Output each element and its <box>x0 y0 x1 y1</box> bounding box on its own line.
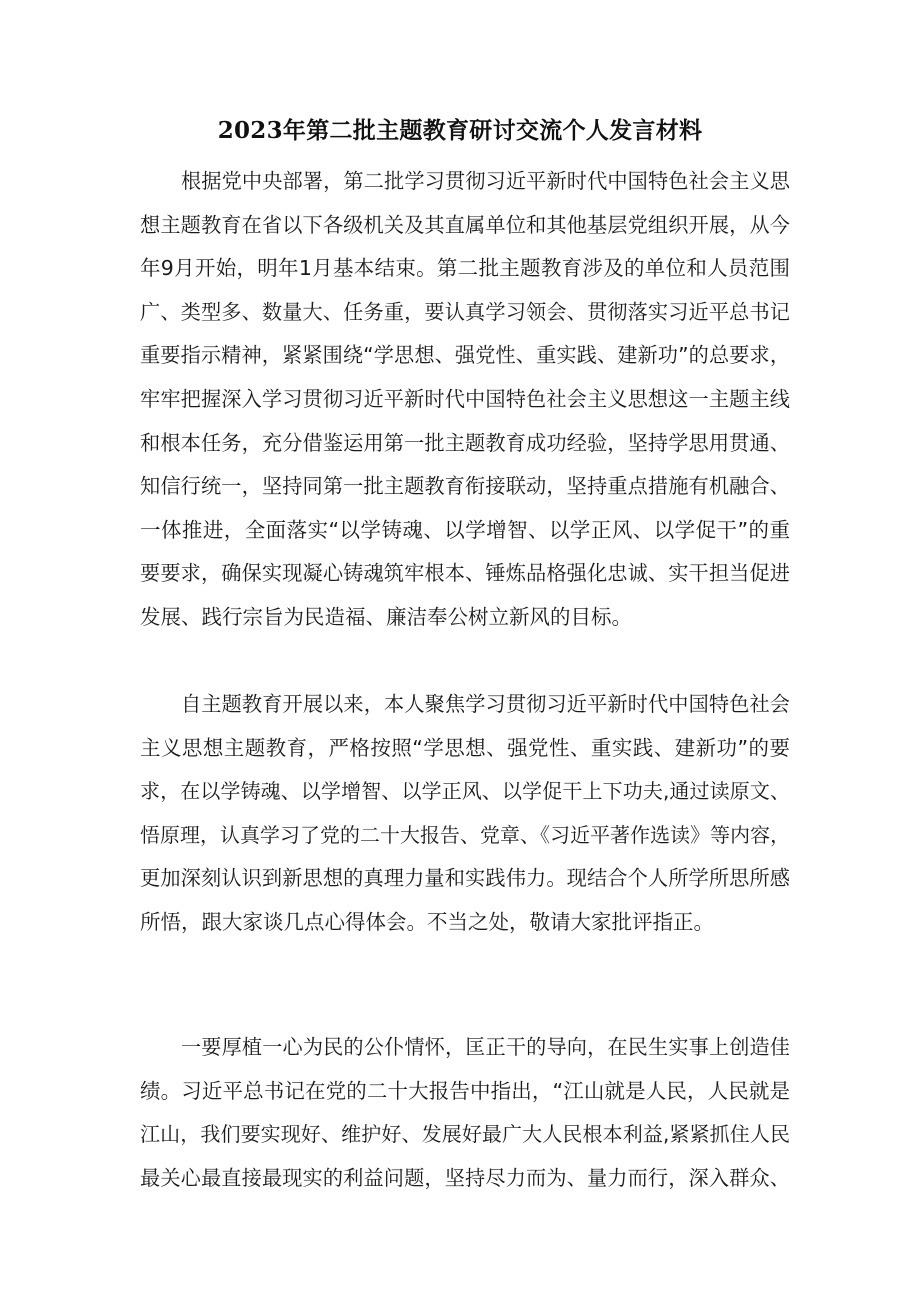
paragraph-line: 发展、践行宗旨为民造福、廉洁奉公树立新风的目标。 <box>140 604 632 629</box>
paragraph-3 <box>140 1026 790 1200</box>
paragraph-line: 求，在以学铸魂、以学增智、以学正风、以学促干上下功夫,通过读原文、 <box>140 779 790 804</box>
paragraph-line: 广、类型多、数量大、任务重，要认真学习领会、贯彻落实习近平总书记 <box>140 299 790 324</box>
paragraph-line: 最关心最直接最现实的利益问题，坚持尽力而为、量力而行，深入群众、 <box>140 1165 790 1190</box>
paragraph-line: 想主题教育在省以下各级机关及其直属单位和其他基层党组织开展，从今 <box>140 212 790 237</box>
paragraph-line: 绩。习近平总书记在党的二十大报告中指出，“江山就是人民，人民就是 <box>140 1078 790 1103</box>
paragraph-line: 和根本任务，充分借鉴运用第一批主题教育成功经验，坚持学思用贯通、 <box>140 430 790 455</box>
paragraph-line: 一要厚植一心为民的公仆情怀，匡正干的导向，在民生实事上创造佳 <box>181 1035 790 1059</box>
paragraph-line: 知信行统一，坚持同第一批主题教育衔接联动，坚持重点措施有机融合、 <box>140 474 790 499</box>
paragraph-2 <box>140 683 790 945</box>
paragraph-1 <box>140 160 790 640</box>
paragraph-line: 重要指示精神，紧紧围绕“学思想、强党性、重实践、建新功”的总要求， <box>140 343 790 368</box>
paragraph-line: 江山，我们要实现好、维护好、发展好最广大人民根本利益,紧紧抓住人民 <box>140 1122 790 1147</box>
paragraph-line: 悟原理，认真学习了党的二十大报告、党章、《习近平著作选读》等内容， <box>140 823 790 847</box>
paragraph-line: 要要求，确保实现凝心铸魂筑牢根本、锤炼品格强化忠诚、实干担当促进 <box>140 561 790 586</box>
paragraph-line: 根据党中央部署，第二批学习贯彻习近平新时代中国特色社会主义思 <box>181 169 790 193</box>
paragraph-line: 牢牢把握深入学习贯彻习近平新时代中国特色社会主义思想这一主题主线 <box>140 386 790 411</box>
paragraph-line: 更加深刻认识到新思想的真理力量和实践伟力。现结合个人所学所思所感 <box>140 866 790 891</box>
paragraph-line: 一体推进，全面落实“以学铸魂、以学增智、以学正风、以学促干”的重 <box>140 517 790 542</box>
paragraph-line: 自主题教育开展以来，本人聚焦学习贯彻习近平新时代中国特色社会 <box>181 692 790 716</box>
document-title: 2023年第二批主题教育研讨交流个人发言材料 <box>217 117 703 144</box>
paragraph-line: 主义思想主题教育，严格按照“学思想、强党性、重实践、建新功”的要 <box>140 735 790 760</box>
paragraph-line: 年9月开始，明年1月基本结束。第二批主题教育涉及的单位和人员范围 <box>140 256 790 281</box>
paragraph-line: 所悟，跟大家谈几点心得体会。不当之处，敬请大家批评指正。 <box>140 909 714 934</box>
